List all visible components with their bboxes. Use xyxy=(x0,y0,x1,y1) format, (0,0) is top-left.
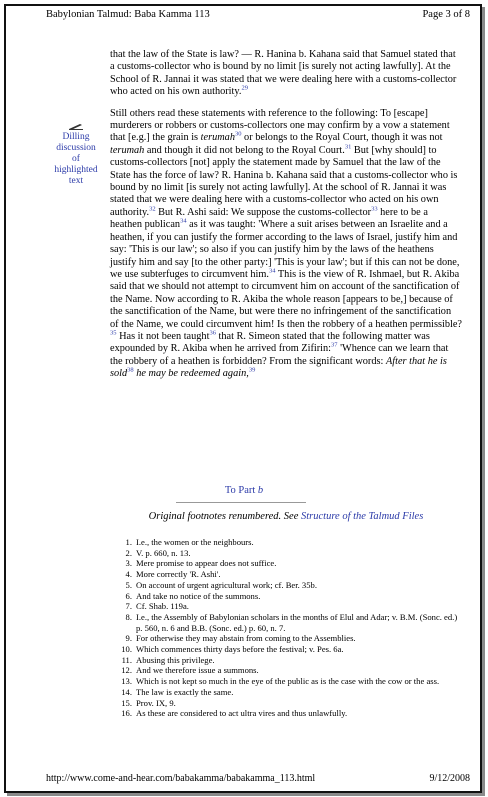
footnote-text: And take no notice of the summons. xyxy=(136,590,261,601)
footnote-number: 15. xyxy=(121,697,132,708)
to-part-link[interactable]: To Part b xyxy=(224,485,264,496)
footnote-text: Prov. IX, 9. xyxy=(136,697,176,708)
footnote-item xyxy=(118,548,458,559)
footnote-text: Cf. Shab. 119a. xyxy=(136,601,189,612)
footnote-ref[interactable]: 32 xyxy=(149,205,156,213)
footnote-item xyxy=(118,612,458,633)
footnote-item xyxy=(118,601,458,612)
footnote-item xyxy=(118,655,458,666)
footnote-item xyxy=(118,698,458,709)
footnote-ref[interactable]: 37 xyxy=(331,341,338,349)
footnote-number: 2. xyxy=(125,547,132,558)
page-number: Page 3 of 8 xyxy=(422,9,470,20)
footnote-ref[interactable]: 30 xyxy=(234,131,242,139)
footnote-number: 7. xyxy=(125,601,132,612)
footnote-text: As these are considered to act ultra vires and thus unlawfully. xyxy=(136,708,348,719)
footnote-item xyxy=(118,558,458,569)
footnote-number: 12. xyxy=(121,665,132,676)
footnote-number: 1. xyxy=(125,537,132,547)
footnote-item xyxy=(118,591,458,602)
footnote-ref[interactable]: 34 xyxy=(180,217,187,225)
footnote-ref[interactable]: 34 xyxy=(269,267,276,275)
footnote-number: 16. xyxy=(121,708,132,719)
document-page xyxy=(4,4,482,793)
footnote-text: On account of urgent agricultural work; cf. Ber. 35b. xyxy=(136,579,317,590)
footnote-item xyxy=(118,537,458,548)
structure-link[interactable]: Structure of the Talmud Files xyxy=(301,511,424,522)
footnote-number: 14. xyxy=(121,686,132,697)
margin-note-text: Dilling discussion of highlighted text xyxy=(54,132,98,186)
footnote-number: 6. xyxy=(125,590,132,601)
footnote-text: For otherwise they may abstain from coming to the Assemblies. xyxy=(136,633,356,644)
footnote-item xyxy=(118,633,458,644)
footnote-text: Which is not kept so much in the eye of the public as is the case with the cow or the ass. xyxy=(136,676,440,687)
pencil-icon xyxy=(69,122,83,130)
footnote-ref[interactable]: 33 xyxy=(371,205,378,213)
footnote-text: And we therefore issue a summons. xyxy=(136,665,259,676)
footnote-item xyxy=(118,580,458,591)
footnote-ref[interactable]: 39 xyxy=(248,366,256,374)
footnote-text: Abusing this privilege. xyxy=(136,654,215,665)
margin-note-link[interactable] xyxy=(52,122,100,187)
footnotes-intro: Original footnotes renumbered. See Structure of the Talmud Files xyxy=(148,511,424,522)
footnote-ref[interactable]: 36 xyxy=(209,329,216,337)
page-title: Babylonian Talmud: Baba Kamma 113 xyxy=(46,9,210,20)
divider xyxy=(176,502,306,503)
footnote-text: The law is exactly the same. xyxy=(136,686,234,697)
footnote-number: 10. xyxy=(121,644,132,655)
footnote-ref[interactable]: 38 xyxy=(127,366,134,374)
footnote-item xyxy=(118,644,458,655)
footnote-list xyxy=(118,537,458,719)
footnote-text: Which commences thirty days before the festival; v. Pes. 6a. xyxy=(136,644,344,655)
footnote-number: 13. xyxy=(121,676,132,687)
footnote-item xyxy=(118,708,458,719)
footnote-ref[interactable]: 31 xyxy=(344,143,352,151)
footer-date: 9/12/2008 xyxy=(429,773,470,784)
footnote-number: 3. xyxy=(125,558,132,569)
footnote-ref[interactable]: 29 xyxy=(241,84,248,92)
paragraph-2: Still others read these statements with reference to the following: To [escape] murderers or robbers or customs-collectors one may confirm by a vow a statement that [e.g.] the grain is terumah$^{30}$ or belongs to the Royal Court, though it was not terumah and though it did not belong to the Royal Court.$^{31}$ But [why should] to customs-collectors [not] apply the statement made by Samuel that the law of the State has the force of law? R. Hanina b. Kahana said that a customs-collector who is bound by no limit [is surely not acting lawfully]. At the school of R. Jannai it was stated that we were dealing here with a customs-collector who acted on his own authority.$^{32}$ But R. Ashi said: We suppose the customs-collector$^{33}$ here to be a heathen publican$^{34}$ as it was taught: 'Where a suit arises between an Israelite and a heathen, if you can justify the former according to the laws of Israel, justify him and say: 'This is our law'; so also if you can justify him by the laws of the heathens justify him and say [to the other party:] 'This is your law'; but if this can not be done, we use subterfuges to circumvent him.$^{34}$ This is the view of R. Ishmael, but R. Akiba said that we should not attempt to circumvent him on account of the sanctification of the Name. Now according to R. Akiba the whole reason [appears to be,] because of the sanctification of the Name, but were there no infringement of the sanctification of the Name, we could circumvent him! Is then the robbery of a heathen permissible?$^{35}$ Has it not been taught$^{36}$ that R. Simeon stated that the following matter was expounded by R. Akiba when he arrived from Zifirin:$^{37}$ 'Whence can we learn that the robbery of a heathen is forbidden? From the significant words: After that he is sold$^{38}$ he may be redeemed again,$^{39}$ xyxy=(110,107,462,380)
footnote-text: V. p. 660, n. 13. xyxy=(136,547,191,558)
footnote-number: 4. xyxy=(125,569,132,580)
footnote-number: 5. xyxy=(125,579,132,590)
footnote-ref[interactable]: 35 xyxy=(110,329,117,337)
footnote-text: I.e., the women or the neighbours. xyxy=(136,537,254,547)
footnote-number: 8. xyxy=(125,611,132,622)
footnote-item xyxy=(118,569,458,580)
footnote-text: I.e., the Assembly of Babylonian scholars in the months of Elul and Adar; v. B.M. (Sonc. ed.) p. 560, n. 6 and B.B. (Sonc. ed.) p. 60, n. 7. xyxy=(136,611,458,633)
footnote-text: Mere promise to appear does not suffice. xyxy=(136,558,277,569)
footnote-item xyxy=(118,676,458,687)
footnote-item xyxy=(118,665,458,676)
paragraph-1: that the law of the State is law? — R. Hanina b. Kahana said that Samuel stated that a customs-collector who is bound by no limit [is surely not acting lawfully]. At the School of R. Jannai it was stated that we were dealing here with a customs-collector who acted on his own authority.$^{29}$ xyxy=(110,49,457,98)
footer-url: http://www.come-and-hear.com/babakamma/babakamma_113.html xyxy=(46,773,316,784)
main-text xyxy=(110,49,462,390)
footnote-item xyxy=(118,687,458,698)
footnote-number: 9. xyxy=(125,633,132,644)
footnote-text: More correctly 'R. Ashi'. xyxy=(136,569,221,580)
footnote-number: 11. xyxy=(121,654,132,665)
